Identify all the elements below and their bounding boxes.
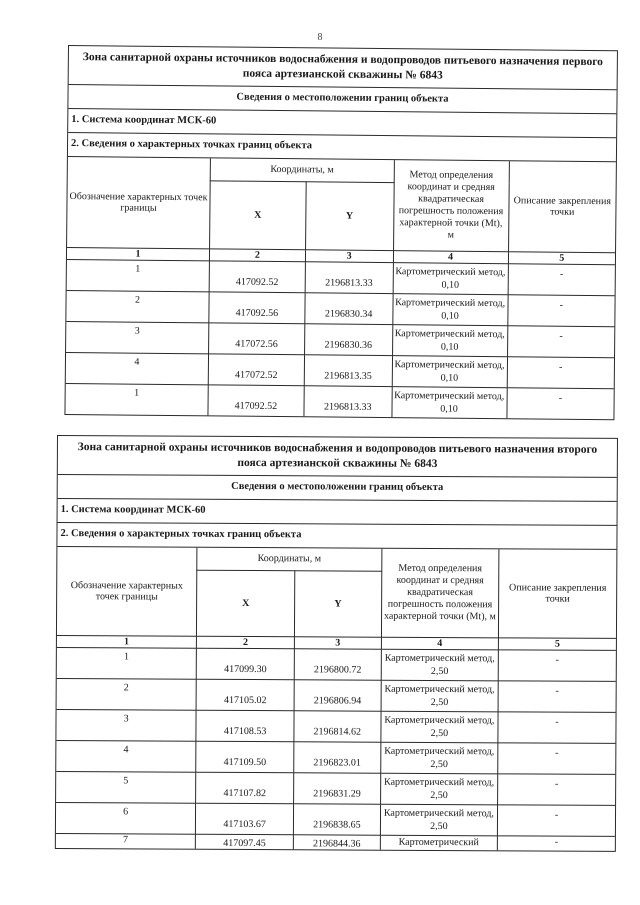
method-cell: Картометрический метод, 2,50 — [380, 773, 498, 805]
points-table-wrap — [65, 157, 615, 419]
description-cell: - — [498, 649, 616, 681]
method-cell: Картометрический метод, 2,50 — [381, 711, 499, 743]
header-y: Y — [305, 181, 393, 250]
coord-system-heading: 1. Система координат МСК-60 — [68, 109, 616, 138]
method-cell: Картометрический метод, 2,50 — [381, 649, 499, 681]
point-id: 1 — [57, 647, 197, 679]
coord-x: 417107.82 — [196, 772, 294, 804]
description-cell: - — [497, 804, 615, 836]
header-description: Описание закрепления точки — [508, 161, 616, 252]
coord-x: 417099.30 — [196, 648, 294, 680]
table-row — [56, 740, 615, 774]
coord-x: 417103.67 — [196, 803, 294, 835]
header-point-designation: Обозначение характерных точек границы — [67, 157, 210, 248]
coord-y: 2196830.34 — [305, 292, 393, 324]
header-point-designation: Обозначение характерных точек границы — [57, 547, 197, 636]
point-id: 4 — [66, 352, 209, 384]
description-cell: - — [498, 773, 616, 805]
coord-y: 2196844.36 — [293, 834, 380, 849]
header-x: X — [197, 570, 295, 637]
column-number: 5 — [498, 637, 615, 650]
header-method: Метод определения координат и средняя квадратическая погрешность положения характерной точки (Mt), м — [393, 160, 509, 251]
method-cell: Картометрический метод, 2,50 — [381, 680, 499, 712]
coord-y: 2196800.72 — [294, 648, 381, 679]
coord-y: 2196831.29 — [294, 772, 381, 803]
page-number: 8 — [317, 32, 323, 43]
point-id: 7 — [56, 833, 196, 848]
coord-y: 2196813.35 — [304, 354, 392, 386]
point-id: 6 — [56, 802, 196, 834]
point-id: 5 — [56, 771, 196, 803]
coord-x: 417092.56 — [209, 291, 305, 323]
coord-x: 417105.02 — [196, 679, 294, 711]
header-y: Y — [295, 570, 382, 636]
column-number: 1 — [57, 635, 197, 648]
header-description: Описание закрепления точки — [499, 549, 617, 638]
description-cell: - — [498, 711, 616, 743]
table-row — [57, 678, 616, 712]
points-heading: 2. Сведения о характерных точках границ объекта — [68, 133, 616, 162]
column-number: 4 — [381, 637, 498, 650]
description-cell: - — [498, 742, 616, 774]
points-table — [65, 157, 615, 419]
description-cell: - — [508, 263, 615, 295]
coord-y: 2196813.33 — [305, 261, 393, 293]
method-cell: Картометрический — [380, 835, 497, 850]
coord-y: 2196830.36 — [304, 323, 392, 355]
coord-x: 417072.52 — [208, 353, 304, 385]
points-table-wrap — [56, 547, 617, 850]
zone-table-second-belt — [55, 435, 618, 851]
method-cell: Картометрический метод, 0,10 — [391, 386, 506, 418]
point-id: 3 — [56, 709, 196, 741]
description-cell: - — [507, 325, 614, 357]
block-title: Зона санитарной охраны источников водоснабжения и водопроводов питьевого назначения второго пояса артезианской скважины № 6843 — [58, 436, 617, 478]
column-number: 2 — [197, 636, 295, 649]
coord-y: 2196814.62 — [294, 710, 381, 741]
points-table — [56, 547, 617, 850]
column-number: 3 — [294, 636, 381, 648]
method-cell: Картометрический метод, 2,50 — [380, 742, 498, 774]
point-id: 4 — [56, 740, 196, 772]
coord-y: 2196806.94 — [294, 679, 381, 710]
description-cell: - — [497, 835, 614, 850]
table-row — [56, 802, 615, 836]
column-number: 2 — [209, 248, 305, 261]
point-id: 2 — [57, 678, 197, 710]
description-cell: - — [507, 356, 614, 388]
coord-x: 417072.56 — [209, 322, 305, 354]
method-cell: Картометрический метод, 0,10 — [392, 293, 507, 325]
coord-y: 2196813.33 — [304, 385, 392, 416]
column-number: 5 — [508, 251, 615, 264]
block-title: Зона санитарной охраны источников водоснабжения и водопроводов питьевого назначения первого пояса артезианской скважины № 6843 — [69, 46, 617, 90]
coord-y: 2196823.01 — [294, 741, 381, 772]
description-cell: - — [498, 680, 616, 712]
coord-system-heading: 1. Система координат МСК-60 — [58, 499, 617, 526]
method-cell: Картометрический метод, 0,10 — [393, 262, 508, 294]
header-coordinates: Координаты, м — [197, 548, 382, 571]
point-id: 3 — [66, 321, 209, 353]
coord-x: 417092.52 — [208, 384, 304, 415]
coord-x: 417108.53 — [196, 710, 294, 742]
coord-y: 2196838.65 — [293, 803, 380, 834]
description-cell: - — [507, 387, 614, 419]
description-cell: - — [507, 294, 614, 326]
table-row — [56, 771, 615, 805]
table-row — [65, 383, 613, 419]
column-number: 1 — [67, 247, 210, 260]
column-number: 3 — [305, 249, 393, 262]
coord-x: 417097.45 — [196, 834, 294, 849]
zone-table-first-belt — [64, 45, 618, 420]
method-cell: Картометрический метод, 0,10 — [392, 324, 507, 356]
point-id: 1 — [65, 383, 208, 415]
point-id: 2 — [66, 290, 209, 322]
column-number: 4 — [393, 250, 508, 263]
coord-x: 417109.50 — [196, 741, 294, 773]
header-coordinates: Координаты, м — [210, 158, 394, 182]
coord-x: 417092.52 — [209, 260, 305, 292]
section-heading: Сведения о местоположении границ объекта — [68, 85, 616, 114]
header-method: Метод определения координат и средняя квадратическая погрешность положения характерной точки (Mt), м — [381, 549, 499, 638]
table-row — [56, 833, 615, 850]
table-row — [57, 647, 616, 681]
section-heading: Сведения о местоположении границ объекта — [58, 475, 617, 502]
table-row — [56, 709, 615, 743]
point-id: 1 — [67, 259, 210, 291]
points-heading: 2. Сведения о характерных точках границ объекта — [57, 523, 616, 550]
header-x: X — [210, 180, 307, 249]
method-cell: Картометрический метод, 0,10 — [392, 355, 507, 387]
method-cell: Картометрический метод, 2,50 — [380, 804, 498, 836]
